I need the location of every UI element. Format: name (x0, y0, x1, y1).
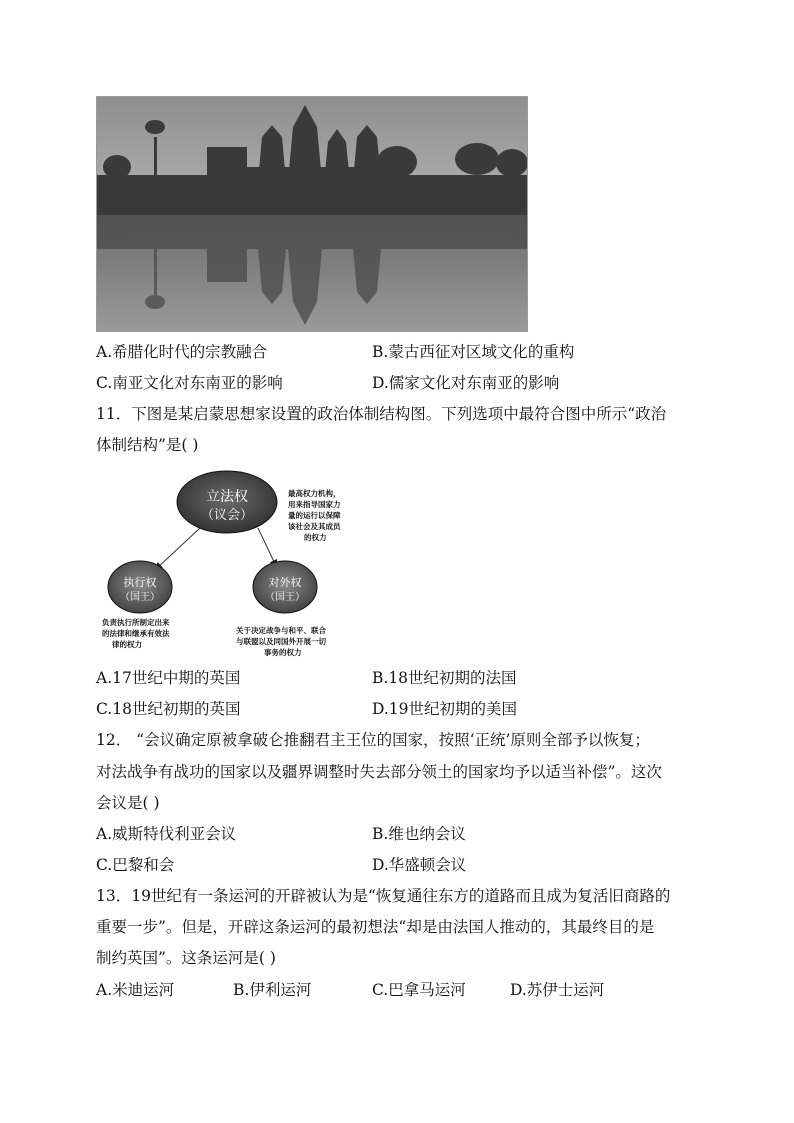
q13-option-c: C.巴拿马运河 (372, 981, 466, 999)
q10-option-b: B.蒙古西征对区域文化的重构 (372, 343, 575, 361)
q11-stem-line-1: 11．下图是某启蒙思想家设置的政治体制结构图。下列选项中最符合图中所示“政治 (96, 405, 667, 423)
legislative-desc-4: 该社会及其成员 (288, 522, 341, 531)
executive-desc-3: 律的权力 (112, 640, 142, 649)
q12-option-b: B.维也纳会议 (372, 825, 466, 843)
q12-option-a: A.威斯特伐利亚会议 (96, 825, 237, 843)
q11-option-d: D.19世纪初期的美国 (372, 700, 518, 718)
legislative-title: 立法权 (206, 489, 248, 505)
q13-option-d: D.苏伊士运河 (510, 981, 605, 999)
legislative-sub: （议会） (200, 508, 254, 523)
q10-option-a: A.希腊化时代的宗教融合 (96, 343, 268, 361)
legislative-desc-5: 的权力 (304, 533, 327, 542)
q12-option-c: C.巴黎和会 (96, 856, 175, 874)
federative-desc-3: 事务的权力 (264, 648, 302, 657)
q11-option-c: C.18世纪初期的英国 (96, 700, 241, 718)
q10-option-c: C.南亚文化对东南亚的影响 (96, 374, 283, 392)
legislative-desc-3: 量的运行以保障 (288, 511, 341, 520)
legislative-desc-1: 最高权力机构， (288, 489, 341, 498)
federative-sub: （国王） (265, 592, 305, 603)
executive-desc-1: 负责执行所制定出来 (102, 618, 170, 627)
q13-stem-line-3: 制约英国”。这条运河是( ) (96, 949, 276, 967)
q12-stem-line-1: 12． “会议确定原被拿破仑推翻君主王位的国家，按照‘正统’原则全部予以恢复； (96, 731, 650, 749)
arrow-to-executive (156, 528, 200, 569)
angkor-wat-photo (96, 96, 528, 332)
legislative-desc-2: 用来指导国家力 (288, 500, 341, 509)
q13-option-a: A.米迪运河 (96, 981, 175, 999)
q13-stem-line-2: 重要一步”。但是，开辟这条运河的最初想法“却是由法国人推动的，其最终目的是 (96, 918, 655, 936)
q12-stem-line-2: 对法战争有战功的国家以及疆界调整时失去部分领土的国家均予以适当补偿”。这次 (96, 763, 662, 781)
arrow-to-federative (258, 528, 276, 566)
q12-option-d: D.华盛顿会议 (372, 856, 467, 874)
executive-sub: （国王） (120, 592, 160, 603)
federative-desc-2: 与联盟以及同国外开展一切 (236, 637, 326, 646)
q11-stem-line-2: 体制结构”是( ) (96, 436, 199, 454)
q10-option-d: D.儒家文化对东南亚的影响 (372, 374, 560, 392)
political-structure-diagram (96, 466, 381, 662)
q11-option-a: A.17世纪中期的英国 (96, 669, 241, 687)
federative-desc-1: 关于决定战争与和平、联合 (236, 626, 326, 635)
executive-title: 执行权 (123, 576, 157, 589)
q13-stem-line-1: 13．19世纪有一条运河的开辟被认为是“恢复通往东方的道路而且成为复活旧商路的 (96, 887, 671, 905)
q12-stem-line-3: 会议是( ) (96, 794, 160, 812)
executive-desc-2: 的法律和继承有效法 (102, 629, 170, 638)
q11-option-b: B.18世纪初期的法国 (372, 669, 517, 687)
federative-title: 对外权 (268, 576, 302, 589)
q13-option-b: B.伊利运河 (233, 981, 312, 999)
